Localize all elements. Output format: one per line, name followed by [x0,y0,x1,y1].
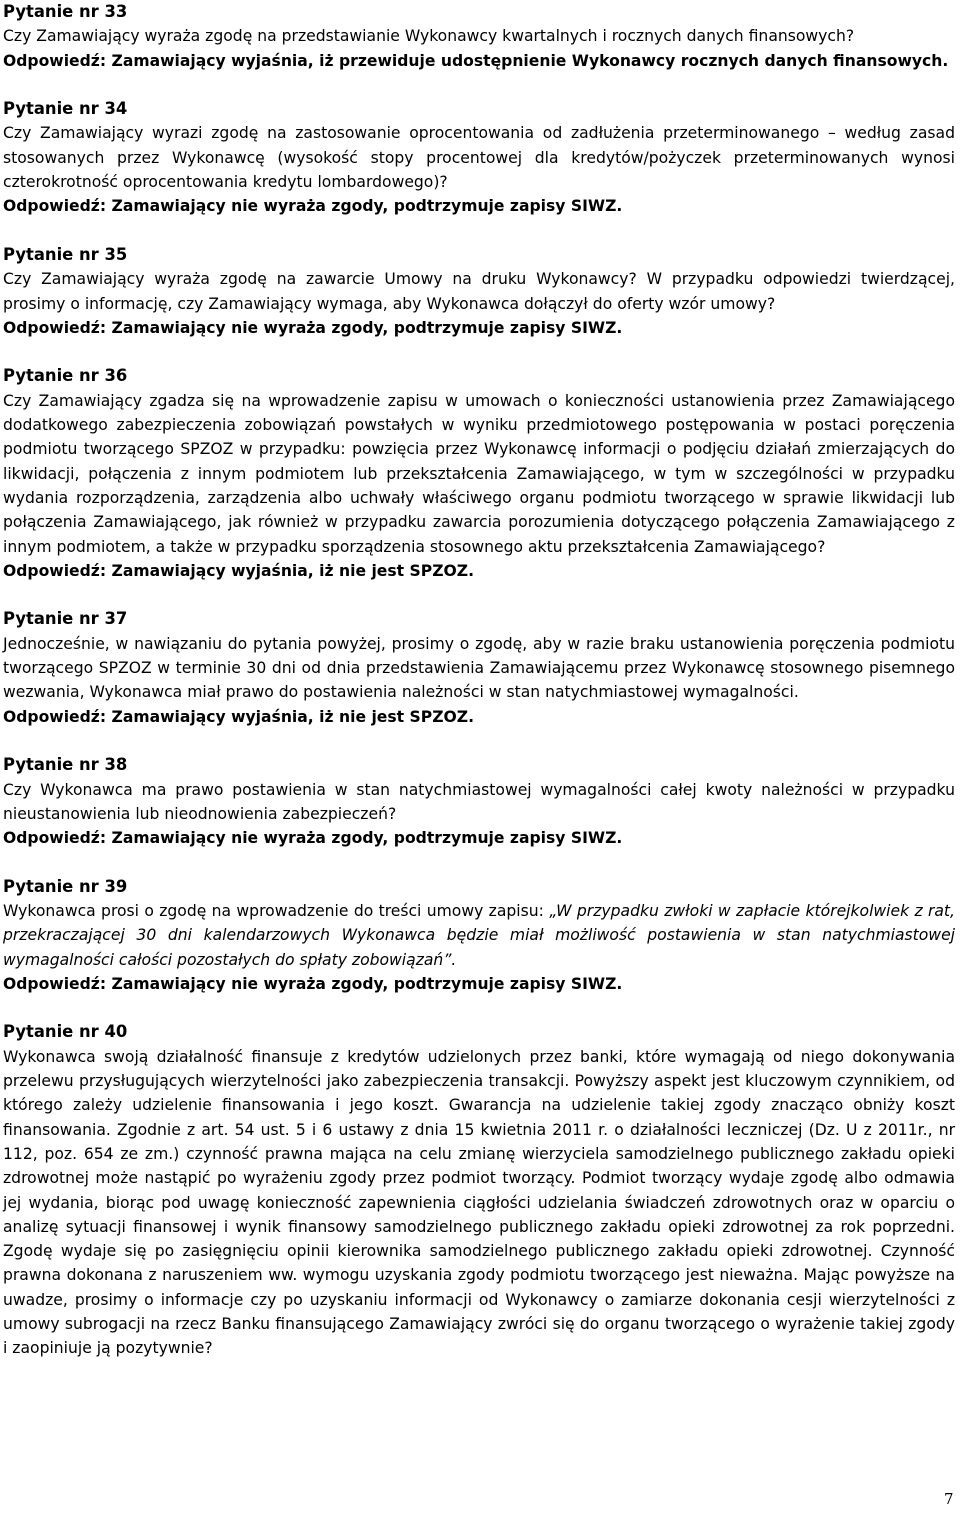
answer-text: Odpowiedź: Zamawiający nie wyraża zgody, podtrzymuje zapisy SIWZ. [3,974,623,993]
answer-text: Odpowiedź: Zamawiający nie wyraża zgody, podtrzymuje zapisy SIWZ. [3,318,623,337]
question-run: Czy Zamawiający wyrazi zgodę na zastosowanie oprocentowania od zadłużenia przeterminowanego – według zasad stosowanych przez Wykonawcę (wysokość stopy procentowej dla kredytów/pożyczek przeterminowanych wynosi czterokrotność oprocentowania kredytu lombardowego)? [3,124,955,192]
question-run: Czy Zamawiający zgadza się na wprowadzenie zapisu w umowach o konieczności ustanowienia przez Zamawiającego dodatkowego zabezpieczenia zobowiązań powstałych w wyniku przedmiotowego postępowania w postaci poręczenia podmiotu tworzącego SPZOZ w przypadku: powzięcia przez Wykonawcę informacji o podjęciu działań zmierzających do likwidacji, połączenia z innym podmiotem lub przekształcenia Zamawiającego, w tym w szczególności w przypadku wydania rozporządzenia, zarządzenia albo uchwały właściwego organu podmiotu tworzącego w sprawie likwidacji lub połączenia Zamawiającego, jak również w przypadku zawarcia porozumienia dotyczącego połączenia Zamawiającego z innym podmiotem, a także w przypadku sporządzenia stosownego aktu przekształcenia Zamawiającego? [3,391,955,556]
question-run: Wykonawca prosi o zgodę na wprowadzenie do treści umowy zapisu: [3,901,550,920]
qa-block [3,1020,955,1360]
question-heading: Pytanie nr 37 [3,609,128,629]
question-run: Czy Wykonawca ma prawo postawienia w stan natychmiastowej wymagalności całej kwoty należności w przypadku nieustanowienia lub nieodnowienia zabezpieczeń? [3,780,955,823]
question-text [3,389,955,559]
qa-block [3,753,955,850]
qa-block [3,364,955,583]
qa-block [3,97,955,218]
qa-block [3,243,955,340]
question-heading: Pytanie nr 35 [3,244,128,264]
question-text [3,899,955,972]
qa-block [3,875,955,996]
question-text [3,121,955,194]
answer-text: Odpowiedź: Zamawiający nie wyraża zgody, podtrzymuje zapisy SIWZ. [3,829,623,848]
answer-text: Odpowiedź: Zamawiający nie wyraża zgody, podtrzymuje zapisy SIWZ. [3,197,623,216]
qa-block [3,607,955,728]
question-text [3,267,955,316]
question-text [3,632,955,705]
page-number: 7 [944,1490,954,1508]
question-text [3,24,955,48]
question-heading: Pytanie nr 33 [3,2,128,21]
question-run: Jednocześnie, w nawiązaniu do pytania powyżej, prosimy o zgodę, aby w razie braku ustanowienia poręczenia podmiotu tworzącego SPZOZ w terminie 30 dni od dnia przedstawienia Zamawiającemu przez Wykonawcę stosownego pisemnego wezwania, Wykonawca miał prawo do postawienia należności w stan natychmiastowej wymagalności. [3,634,955,702]
question-heading: Pytanie nr 36 [3,366,128,386]
question-heading: Pytanie nr 40 [3,1022,128,1042]
question-heading: Pytanie nr 34 [3,99,128,119]
question-heading: Pytanie nr 39 [3,876,128,896]
qa-block [3,0,955,73]
quoted-clause: „W przypadku zwłoki w zapłacie którejkolwiek z rat, przekraczającej 30 dni kalendarzowych Wykonawca będzie miał możliwość postawienia w stan natychmiastowej wymagalności całości pozostałych do spłaty zobowiązań”. [3,901,955,969]
question-run: Czy Zamawiający wyraża zgodę na przedstawianie Wykonawcy kwartalnych i rocznych danych finansowych? [3,27,855,46]
question-text [3,778,955,827]
answer-text: Odpowiedź: Zamawiający wyjaśnia, iż przewiduje udostępnienie Wykonawcy rocznych danych finansowych. [3,51,949,70]
question-run: Czy Zamawiający wyraża zgodę na zawarcie Umowy na druku Wykonawcy? W przypadku odpowiedzi twierdzącej, prosimy o informację, czy Zamawiający wymaga, aby Wykonawca dołączył do oferty wzór umowy? [3,270,955,313]
question-run: Wykonawca swoją działalność finansuje z kredytów udzielonych przez banki, które wymagają od niego dokonywania przelewu przysługujących wierzytelności jako zabezpieczenia transakcji. Powyższy aspekt jest kluczowym czynnikiem, od którego zależy udzielenie finansowania i jego koszt. Gwarancja na udzielenie takiej zgody znacząco obniży koszt finansowania. Zgodnie z art. 54 ust. 5 i 6 ustawy z dnia 15 kwietnia 2011 r. o działalności leczniczej (Dz. U z 2011r., nr 112, poz. 654 ze zm.) czynność prawna mająca na celu zmianę wierzyciela samodzielnego publicznego zakładu opieki zdrowotnej może nastąpić po wyrażeniu zgody przez podmiot tworzący. Podmiot tworzący wydaje zgodę albo odmawia jej wydania, biorąc pod uwagę konieczność zapewnienia ciągłości udzielania świadczeń zdrowotnych oraz w oparciu o analizę sytuacji finansowej i wynik finansowy samodzielnego publicznego zakładu opieki zdrowotnej za rok poprzedni. Zgodę wydaje się po zasięgnięciu opinii kierownika samodzielnego publicznego zakładu opieki zdrowotnej. Czynność prawna dokonana z naruszeniem ww. wymogu uzyskania zgody podmiotu tworzącego jest nieważna. Mając powyższe na uwadze, prosimy o informacje czy po uzyskaniu informacji od Wykonawcy o zamiarze dokonania cesji wierzytelności z umowy subrogacji na rzecz Banku finansującego Zamawiający zwróci się do organu tworzącego o wyrażenie takiej zgody i zaopiniuje ją pozytywnie? [3,1047,955,1358]
document-body [3,0,955,1385]
question-text [3,1045,955,1361]
question-heading: Pytanie nr 38 [3,755,128,775]
answer-text: Odpowiedź: Zamawiający wyjaśnia, iż nie jest SPZOZ. [3,707,474,726]
answer-text: Odpowiedź: Zamawiający wyjaśnia, iż nie jest SPZOZ. [3,561,474,580]
